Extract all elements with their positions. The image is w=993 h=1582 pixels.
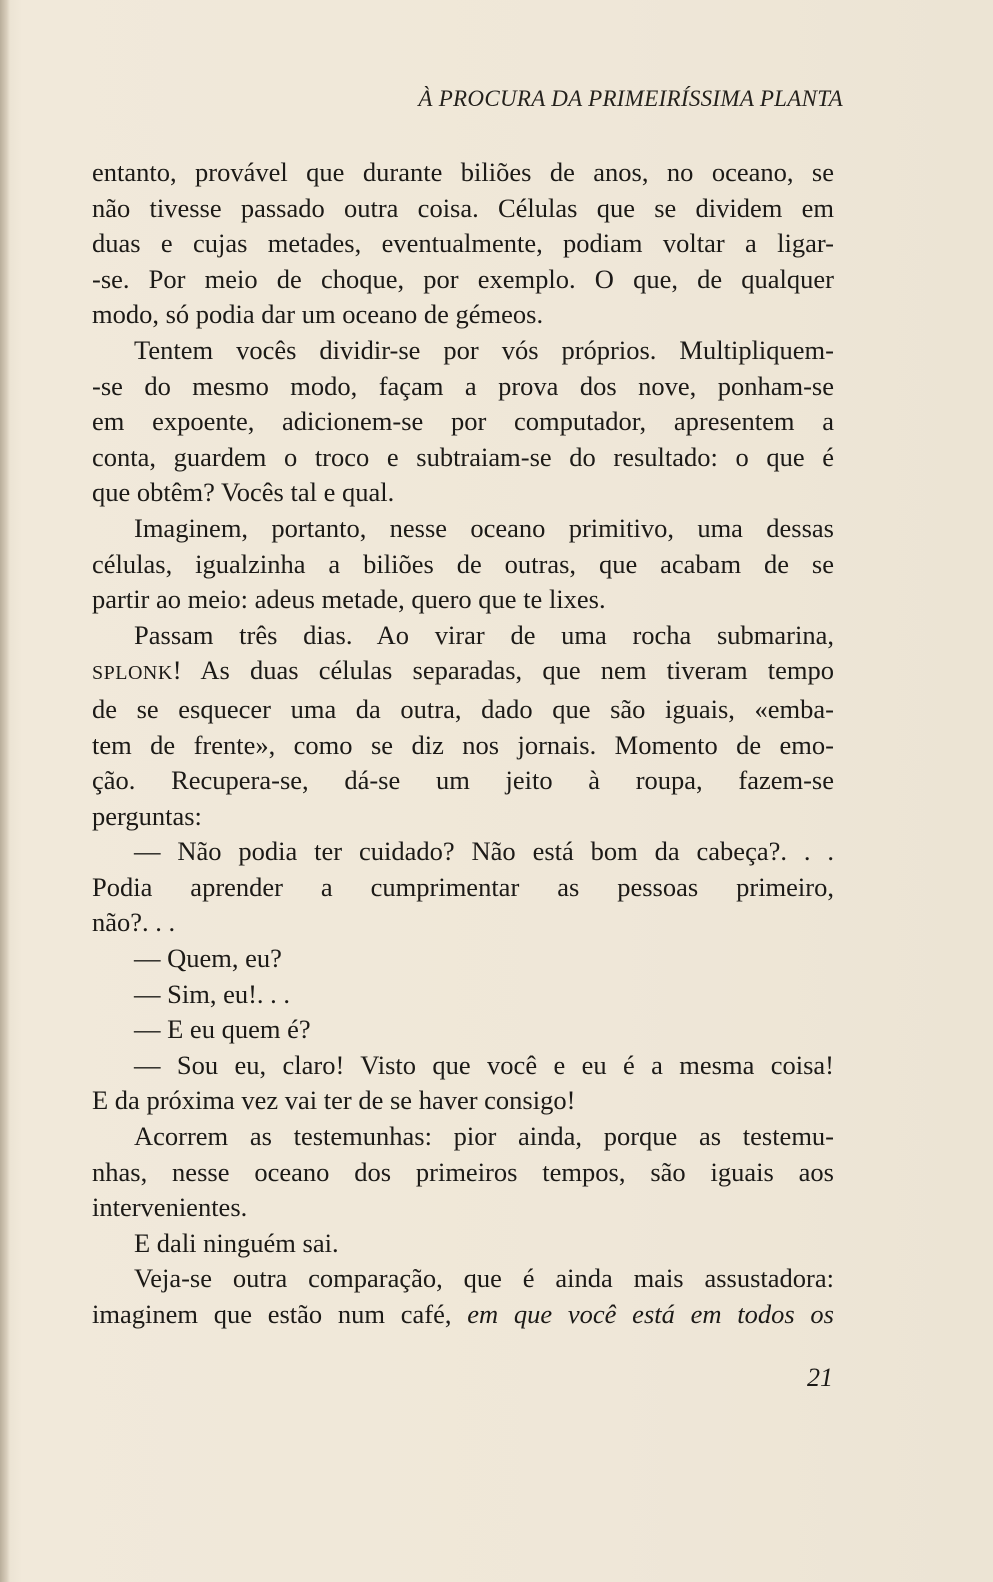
text-line: Acorrem as testemunhas: pior ainda, porque as testemu- [134,1121,834,1152]
text-line: partir ao meio: adeus metade, quero que te lixes. [92,584,606,615]
text-line: Passam três dias. Ao virar de uma rocha submarina, [134,619,834,650]
text-line: intervenientes. [92,1192,248,1223]
text-line: — Quem, eu? [134,943,282,974]
text-line: não?. . . [92,907,176,938]
text-line: — Sim, eu!. . . [134,978,291,1009]
text-line: — Não podia ter cuidado? Não está bom da cabeça?. . . [134,836,834,867]
text-line: células, igualzinha a biliões de outras, que acabam de se [92,548,834,579]
text-line: -se do mesmo modo, façam a prova dos nove, ponham-se [92,370,834,401]
text-line: não tivesse passado outra coisa. Células que se dividem em [92,192,834,223]
text-line: entanto, provável que durante biliões de anos, no oceano, se [92,157,834,187]
text-line [92,1297,834,1333]
text-line: que obtêm? Vocês tal e qual. [92,477,395,508]
text-line: nhas, nesse oceano dos primeiros tempos, são iguais aos [92,1156,834,1187]
line-italic-part: em que você está em todos os [467,1299,834,1329]
text-line: E dali ninguém sai. [134,1227,339,1258]
text-line: Imaginem, portanto, nesse oceano primitivo, uma dessas [134,512,834,543]
text-line: duas e cujas metades, eventualmente, podiam voltar a ligar- [92,228,834,259]
text-line: tem de frente», como se diz nos jornais. Momento de emo- [92,729,834,760]
text-line [92,653,834,692]
text-line: — E eu quem é? [134,1014,311,1045]
text-line: -se. Por meio de choque, por exemplo. O que, de qualquer [92,263,834,294]
text-line: — Sou eu, claro! Visto que você e eu é a mesma coisa! [134,1049,834,1080]
text-line: E da próxima vez vai ter de se haver consigo! [92,1085,576,1116]
small-caps-word: SPLONK [92,662,173,685]
page-spine-shadow [0,0,10,1582]
text-line: Veja-se outra comparação, que é ainda mais assustadora: [134,1263,834,1294]
line-rest: ! As duas células separadas, que nem tiveram tempo [172,655,834,686]
line-plain-part: imaginem que estão num café, [92,1299,468,1329]
text-line: ção. Recupera-se, dá-se um jeito à roupa, fazem-se [92,765,834,796]
text-line: modo, só podia dar um oceano de gémeos. [92,299,544,330]
text-line: de se esquecer uma da outra, dado que são iguais, «emba- [92,693,834,724]
running-head: À PROCURA DA PRIMEIRÍSSIMA PLANTA [418,86,843,111]
text-line: perguntas: [92,800,202,831]
text-line: conta, guardem o troco e subtraiam-se do resultado: o que é [92,441,834,472]
text-line: em expoente, adicionem-se por computador, apresentem a [92,406,834,437]
page-number: 21 [807,1363,833,1392]
text-line: Tentem vocês dividir-se por vós próprios. Multipliquem- [134,334,834,365]
text-line: Podia aprender a cumprimentar as pessoas primeiro, [92,871,834,902]
body-text [92,155,834,1333]
